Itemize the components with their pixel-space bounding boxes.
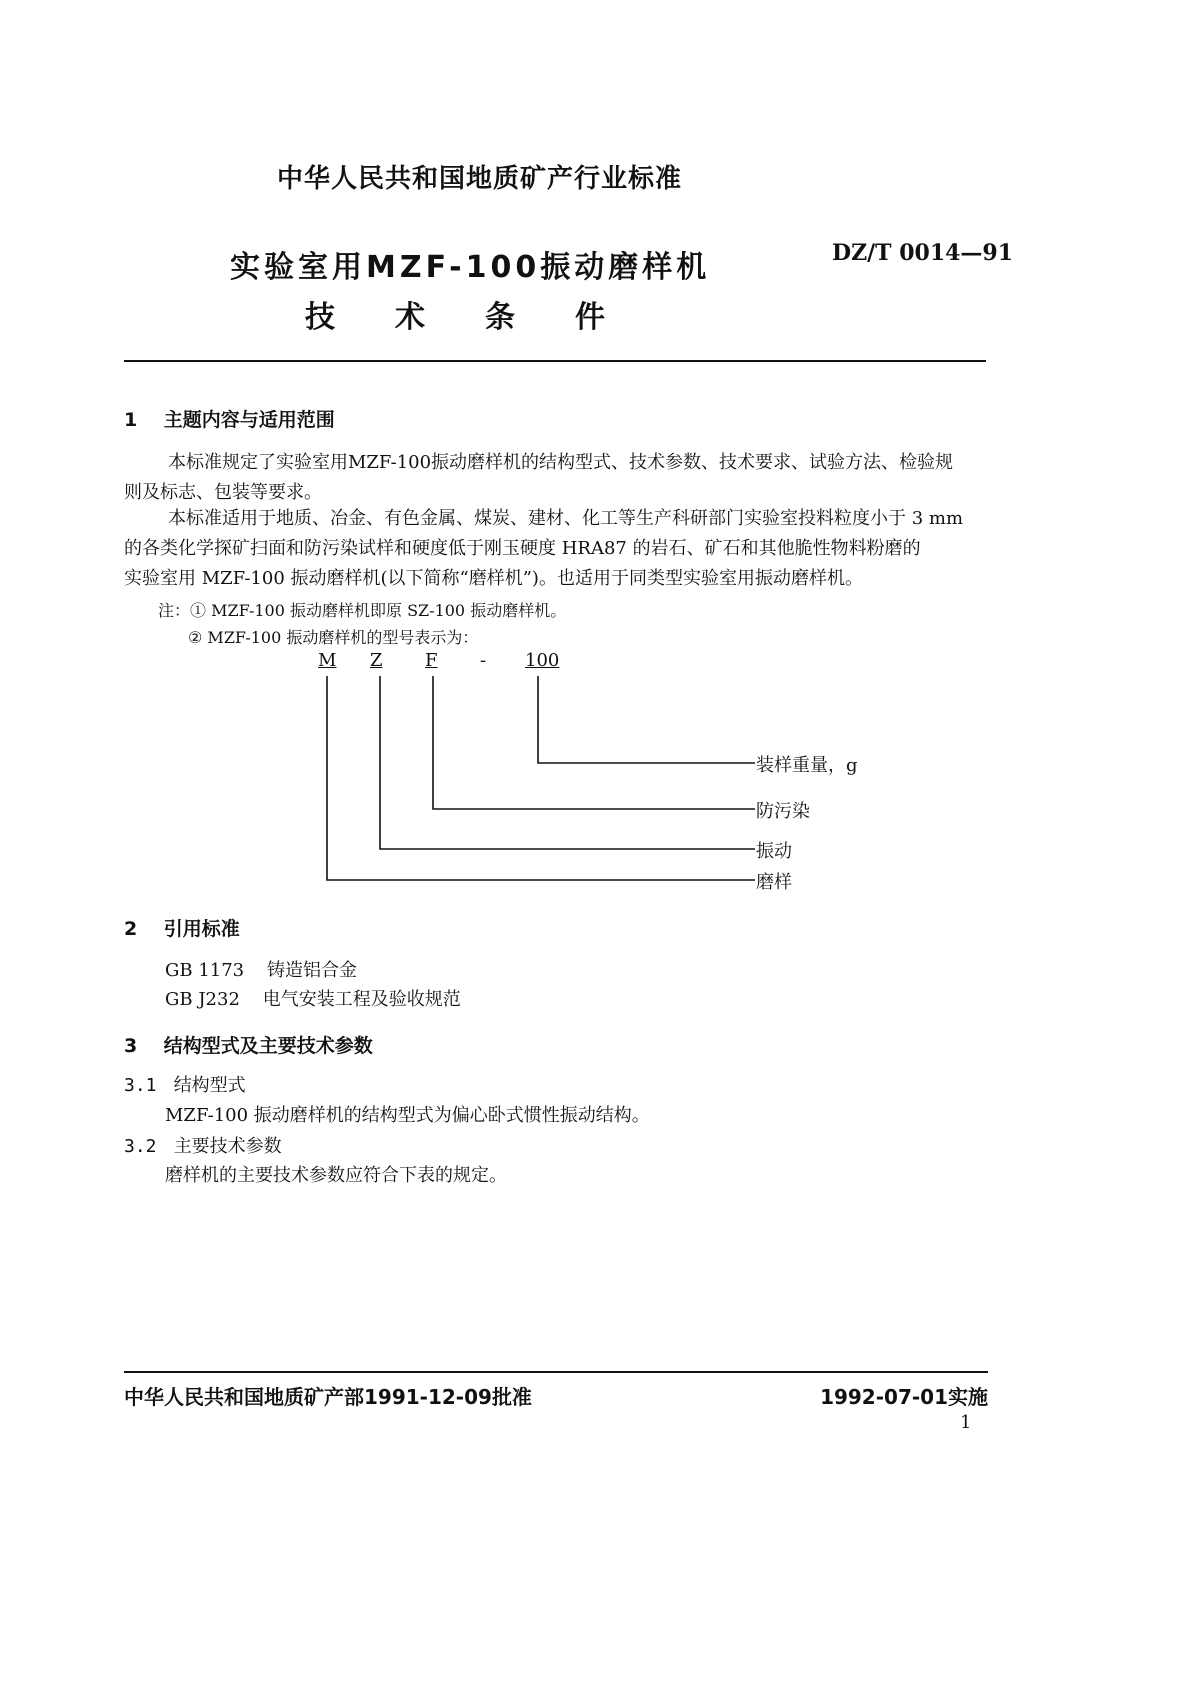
section1-heading xyxy=(124,405,335,432)
section1-number: 1 xyxy=(124,409,138,431)
section32-heading xyxy=(124,1131,282,1163)
footer-divider xyxy=(124,1371,988,1373)
section1-title: 主题内容与适用范围 xyxy=(163,409,335,431)
document-title-line1: 实验室用MZF-100振动磨样机 xyxy=(230,250,711,285)
section3-heading xyxy=(124,1031,373,1058)
approval-org: 中华人民共和国地质矿产部 xyxy=(124,1385,364,1409)
ref-1 xyxy=(165,955,357,987)
connector-f xyxy=(433,676,755,809)
model-designation-connectors xyxy=(300,670,770,900)
ref-2-title: 电气安装工程及验收规范 xyxy=(262,989,461,1010)
section31-text: MZF-100 振动磨样机的结构型式为偏心卧式惯性振动结构。 xyxy=(165,1105,650,1126)
ref-1-title: 铸造铝合金 xyxy=(267,960,358,981)
standard-code: DZ/T 0014—91 xyxy=(832,240,1014,266)
approval-line xyxy=(124,1381,532,1410)
section1-para1-line1: 本标准规定了实验室用MZF-100振动磨样机的结构型式、技术参数、技术要求、试验方法、检验规 xyxy=(168,452,954,473)
section31-title: 结构型式 xyxy=(173,1075,246,1096)
approval-word: 批准 xyxy=(491,1385,532,1409)
effective-line xyxy=(820,1381,988,1410)
section1-para2-line3: 实验室用 MZF-100 振动磨样机(以下简称“磨样机”)。也适用于同类型实验室用振动磨样机。 xyxy=(124,568,863,589)
ref-1-code: GB 1173 xyxy=(165,960,245,981)
section32-title: 主要技术参数 xyxy=(173,1136,282,1157)
effective-date: 1992-07-01 xyxy=(820,1385,948,1409)
approval-date: 1991-12-09 xyxy=(364,1385,492,1409)
section2-title: 引用标准 xyxy=(163,918,240,940)
model-dash: - xyxy=(480,650,487,671)
effective-word: 实施 xyxy=(948,1385,988,1409)
section31-heading xyxy=(124,1070,246,1102)
ref-2 xyxy=(165,984,461,1016)
model-letter-f: F xyxy=(425,650,438,671)
section2-heading xyxy=(124,914,240,941)
model-letter-m: M xyxy=(318,650,337,671)
section32-number: 3.2 xyxy=(124,1136,157,1157)
section1-para2-line2: 的各类化学探矿扫面和防污染试样和硬度低于刚玉硬度 HRA87 的岩石、矿石和其他脆性物料粉磨的 xyxy=(124,538,921,559)
page-number: 1 xyxy=(960,1412,972,1433)
section31-number: 3.1 xyxy=(124,1075,157,1096)
section32-text: 磨样机的主要技术参数应符合下表的规定。 xyxy=(165,1165,507,1186)
label-grinding: 磨样 xyxy=(756,872,792,893)
note-2: ② MZF-100 振动磨样机的型号表示为： xyxy=(188,628,479,647)
model-letter-z: Z xyxy=(370,650,383,671)
ref-2-code: GB J232 xyxy=(165,989,240,1010)
header-divider xyxy=(124,360,986,362)
document-title-line2: 技术条件 xyxy=(305,300,665,335)
section1-para1-line2: 则及标志、包装等要求。 xyxy=(124,482,322,503)
connector-100 xyxy=(538,676,755,763)
label-sample-weight: 装样重量，g xyxy=(756,755,858,776)
label-vibration: 振动 xyxy=(756,841,792,862)
section1-para2-line1: 本标准适用于地质、冶金、有色金属、煤炭、建材、化工等生产科研部门实验室投料粒度小于 3 mm xyxy=(168,508,964,529)
section3-number: 3 xyxy=(124,1035,138,1057)
section2-number: 2 xyxy=(124,918,138,940)
issuing-authority: 中华人民共和国地质矿产行业标准 xyxy=(277,164,683,194)
label-anti-pollution: 防污染 xyxy=(756,801,810,822)
section3-title: 结构型式及主要技术参数 xyxy=(163,1035,373,1057)
note-1: 注：① MZF-100 振动磨样机即原 SZ-100 振动磨样机。 xyxy=(158,601,567,620)
model-number: 100 xyxy=(525,650,560,671)
